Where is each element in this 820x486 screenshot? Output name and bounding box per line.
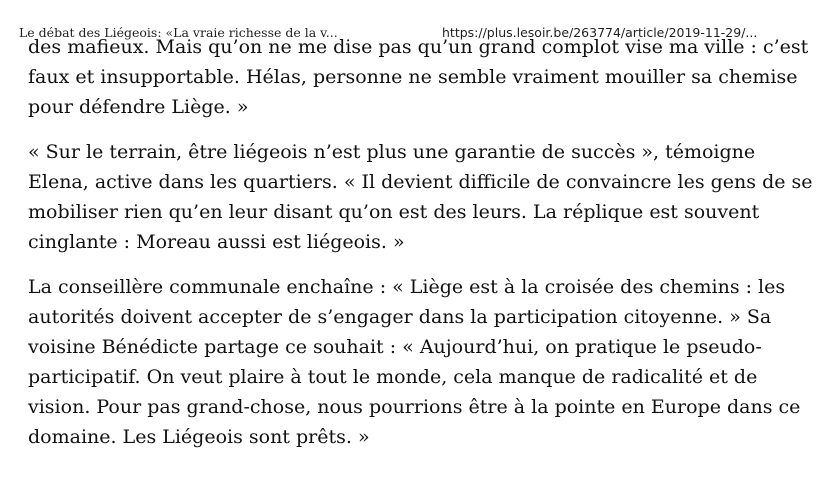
paragraph-3 (28, 272, 818, 452)
paragraph-1 (28, 32, 818, 122)
text-line: voisine Bénédicte partage ce souhait : « Aujourd’hui, on pratique le pseudo- (28, 336, 762, 358)
header-url[interactable]: https://plus.lesoir.be/263774/article/2019-11-29/... (442, 25, 758, 40)
text-line: des mafieux. Mais qu’on ne me dise pas qu’un grand complot vise ma ville : c’est (28, 36, 809, 58)
text-line: Elena, active dans les quartiers. « Il devient difficile de convaincre les gens de se (28, 171, 813, 193)
text-line: domaine. Les Liégeois sont prêts. » (28, 426, 370, 448)
text-line: participatif. On veut plaire à tout le monde, cela manque de radicalité et de (28, 366, 758, 388)
text-line: vision. Pour pas grand-chose, nous pourrions être à la pointe en Europe dans ce (28, 396, 801, 418)
print-header (0, 25, 820, 41)
text-line: La conseillère communale enchaîne : « Liège est à la croisée des chemins : les (28, 276, 786, 298)
text-line: pour défendre Liège. » (28, 96, 249, 118)
text-line: autorités doivent accepter de s’engager dans la participation citoyenne. » Sa (28, 306, 772, 328)
text-line: cinglante : Moreau aussi est liégeois. » (28, 231, 405, 253)
text-line: « Sur le terrain, être liégeois n’est plus une garantie de succès », témoigne (28, 141, 756, 163)
header-title: Le débat des Liégeois: «La vraie richesse de la v... (19, 25, 338, 40)
text-line: faux et insupportable. Hélas, personne ne semble vraiment mouiller sa chemise (28, 66, 798, 88)
paragraph-2 (28, 137, 818, 257)
text-line: mobiliser rien qu’en leur disant qu’on est des leurs. La réplique est souvent (28, 201, 760, 223)
article-body (28, 32, 818, 467)
